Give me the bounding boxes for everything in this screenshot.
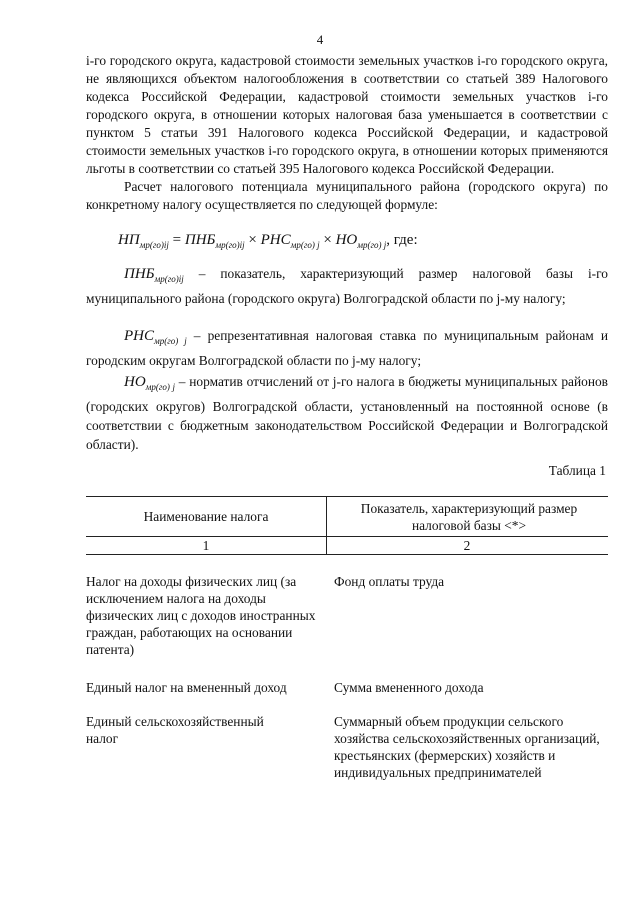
formula-tail: , где: (386, 232, 418, 248)
definition-no-symbol: $НО_{мр(го) j}$ (124, 374, 176, 392)
table-col-number-2: 2 (463, 538, 471, 553)
body-text (86, 52, 608, 214)
definition-no-text: – норматив отчислений от j-го налога в бюджеты муниципальных районов (городских округов) Волгоградской области, установленный на постоянной основе (в соответствии с бюджетным законодательством Российской Федерации и Волгоградской области). (86, 374, 608, 452)
definition-pnb-symbol: $ПНБ_{мр(го)ij}$ (124, 266, 184, 284)
formula-no-sub: мр(го) j (357, 240, 387, 250)
formula-pnb-sub: мр(го)ij (215, 240, 245, 250)
table-number-row-border (86, 554, 608, 555)
definition-pnb-text: – показатель, характеризующий размер налоговой базы i-го муниципального района (городского округа) Волгоградской области по j-му налогу; (86, 266, 608, 306)
definition-rns-text: – репрезентативная налоговая ставка по муниципальным районам и городским округам Волгоградской области по j-му налогу; (86, 328, 609, 368)
table-row-2-indicator: Сумма вмененного дохода (334, 680, 484, 695)
table-header-tax: Наименование налога (143, 509, 269, 524)
table-caption: Таблица 1 (548, 463, 606, 478)
definition-no (86, 372, 608, 454)
formula-eq: = (168, 232, 185, 248)
table-row-1-indicator: Фонд оплаты труда (334, 574, 445, 589)
table-top-border (86, 496, 608, 497)
page-number: 4 (316, 32, 324, 47)
formula-times-1: × (244, 232, 261, 248)
formula-np-sub: мр(го)ij (139, 240, 169, 250)
definition-rns (86, 326, 608, 370)
paragraph-continuation: i-го городского округа, кадастровой стоимости земельных участков i-го городского округа, не являющихся объектом налогообложения в соответствии со статьей 389 Налогового кодекса Российской Федерации, кадастровой стоимости земельных участков i-го городского округа, в отношении которых налоговая база уменьшается в соответствии с пунктом 5 статьи 391 Налогового кодекса Российской Федерации, и кадастровой стоимости земельных участков i-го городского округа, в отношении которых применяются льготы в соответствии со статьей 395 Налогового кодекса Российской Федерации. (86, 53, 608, 176)
table-row-3-tax: Единый сельскохозяйственный налог (86, 714, 264, 746)
table-row-3-indicator: Суммарный объем продукции сельского хозяйства сельскохозяйственных организаций, крестьянских (фермерских) хозяйств и индивидуальных предпринимателей (334, 714, 600, 780)
definition-rns-symbol: $РНС_{мр(го) j}$ (124, 328, 187, 346)
formula-times-2: × (319, 232, 336, 248)
table-header-indicator: Показатель, характеризующий размер налоговой базы <*> (360, 501, 578, 533)
formula-pnb: ПНБ (184, 232, 216, 248)
table-row-2-tax: Единый налог на вмененный доход (86, 680, 287, 695)
table-row-1-tax: Налог на доходы физических лиц (за исключением налога на доходы физических лиц с доходов иностранных граждан, работающих на основании патента) (86, 574, 316, 657)
formula-rns-sub: мр(го) j (290, 240, 320, 250)
formula-rns: РНС (260, 232, 291, 248)
formula (118, 232, 418, 250)
formula-np: НП (118, 232, 140, 248)
paragraph-formula-intro: Расчет налогового потенциала муниципального района (городского округа) по конкретному налогу осуществляется по следующей формуле: (86, 179, 608, 212)
definition-pnb (86, 264, 608, 308)
table-col-number-1: 1 (202, 538, 210, 553)
formula-no: НО (335, 232, 358, 248)
